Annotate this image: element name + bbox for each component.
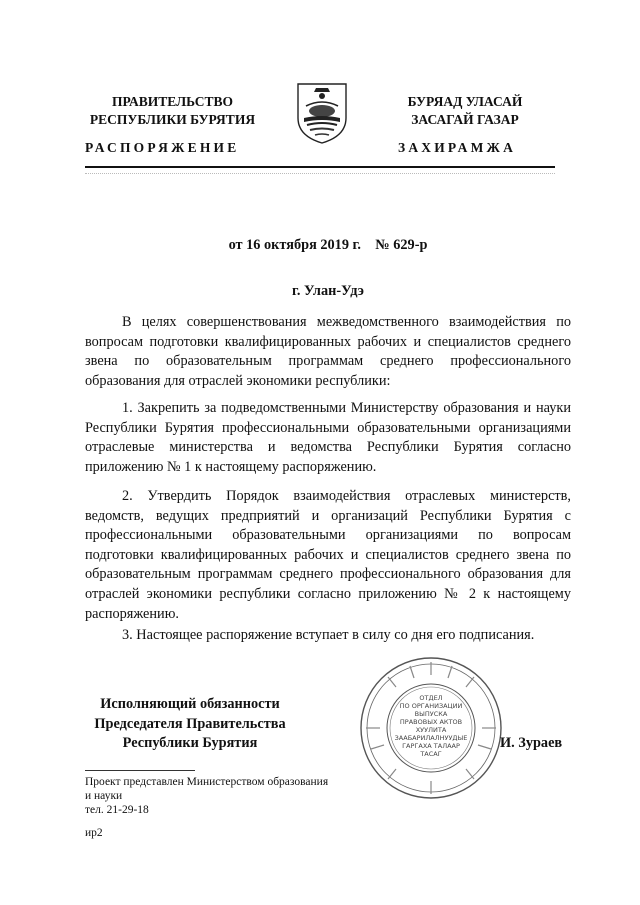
signatory-title-line1: Исполняющий обязанности <box>100 696 280 712</box>
doc-type-right: ЗАХИРАМЖА <box>398 140 517 155</box>
signatory-name: И. Зураев <box>500 735 563 751</box>
intro-paragraph: В целях совершенствования межведомственного взаимодействия по вопросам подготовки квалифицированных рабочих и специалистов среднего звена по образовательным программам среднего профессионального образования для отраслей экономики республики: <box>85 314 571 389</box>
stamp-line-2: ПО ОРГАНИЗАЦИИ <box>399 702 463 710</box>
city: г. Улан-Удэ <box>292 283 364 299</box>
stamp-line-7: ГАРГАХА ТАЛААР <box>402 742 460 750</box>
footer-divider <box>85 770 195 771</box>
signatory-title-line3: Республики Бурятия <box>122 735 258 751</box>
footer-code: ир2 <box>85 827 103 839</box>
header-right <box>370 93 560 129</box>
footer-note <box>85 775 385 817</box>
header-left-line2: РЕСПУБЛИКИ БУРЯТИЯ <box>89 112 256 127</box>
header-divider <box>85 166 555 168</box>
coat-of-arms <box>292 78 352 146</box>
signatory-title <box>85 695 295 754</box>
stamp-line-5: ХУУЛИТА <box>415 726 447 734</box>
header-right-line1: БУРЯАД УЛАСАЙ <box>407 94 523 109</box>
header-left <box>85 93 260 129</box>
date-and-number: от 16 октября 2019 г. № 629-р <box>228 237 428 253</box>
item-2-paragraph: 2. Утвердить Порядок взаимодействия отраслевых министерств, ведомств, ведущих предприятий и организаций Республики Бурятия с профессиональными образовательными организациями по вопросам подготовки квалифицированных рабочих и специалистов среднего звена по образовательным программам среднего профессионального образования для отраслей экономики республики согласно приложению № 2 к настоящему распоряжению. <box>85 488 571 622</box>
buryatia-coat-of-arms-icon <box>292 78 352 146</box>
stamp-line-4: ПРАВОВЫХ АКТОВ <box>399 718 463 726</box>
item-3-paragraph: 3. Настоящее распоряжение вступает в силу со дня его подписания. <box>122 627 535 643</box>
stamp-line-1: ОТДЕЛ <box>419 694 443 702</box>
header-right-line2: ЗАСАГАЙ ГАЗАР <box>411 112 519 127</box>
stamp-line-3: ВЫПУСКА <box>414 710 448 718</box>
footer-line2: и науки <box>85 790 123 802</box>
footer-phone: тел. 21-29-18 <box>85 804 149 816</box>
stamp-line-8: ТАСАГ <box>420 750 442 758</box>
doc-type-left: РАСПОРЯЖЕНИЕ <box>85 140 240 155</box>
header-left-line1: ПРАВИТЕЛЬСТВО <box>111 94 233 109</box>
item-1-paragraph: 1. Закрепить за подведомственными Министерству образования и науки Республики Бурятия профессиональными образовательными организациями отраслевые министерства и ведомства Республики Бурятия согласно приложению № 1 к настоящему распоряжению. <box>85 400 571 475</box>
footer-line1: Проект представлен Министерством образования <box>85 776 329 788</box>
header-dotted-line <box>85 173 555 178</box>
stamp-line-6: ЗААБАРИЛАЛНУУДЫЕ <box>394 734 468 742</box>
signatory-title-line2: Председателя Правительства <box>94 715 286 732</box>
